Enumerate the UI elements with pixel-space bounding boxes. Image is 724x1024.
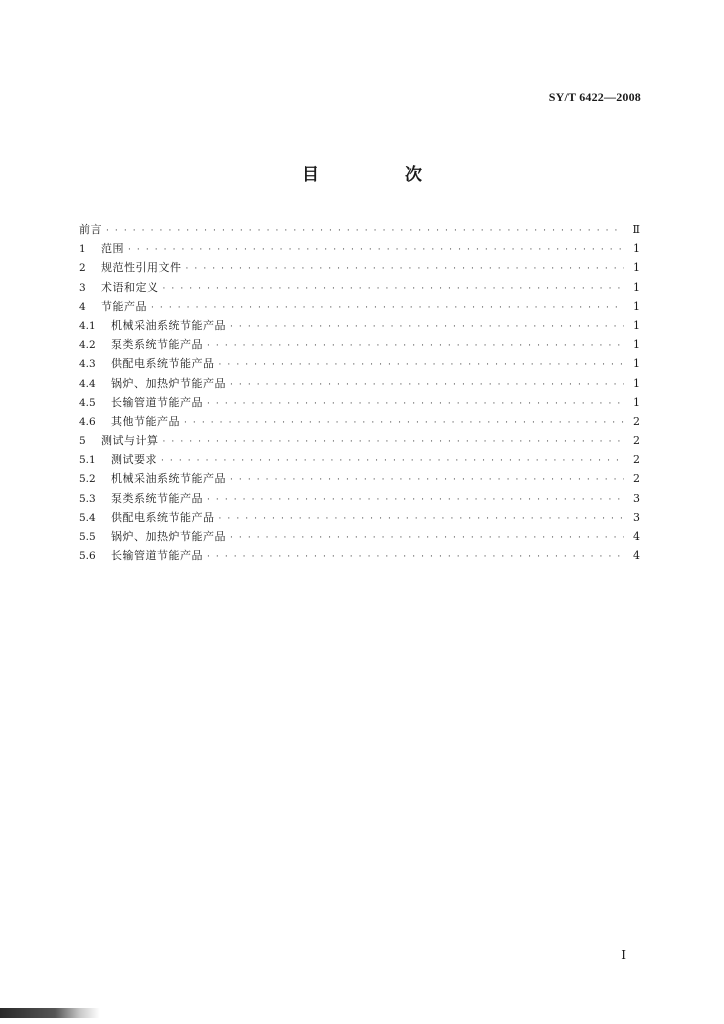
- toc-entry-label: 前言: [79, 223, 102, 236]
- toc-entry-page: 1: [633, 242, 640, 256]
- toc-dot-leader: [163, 280, 625, 299]
- toc-entry-page: 2: [633, 434, 640, 448]
- toc-entry-page: 3: [633, 510, 640, 524]
- toc-entry-number: 5.6: [79, 550, 96, 563]
- toc-entry[interactable]: [79, 278, 640, 297]
- toc-dot-leader: [230, 471, 624, 490]
- toc-entry-label: 泵类系统节能产品: [111, 338, 203, 352]
- toc-dot-leader: [207, 491, 624, 510]
- toc-dot-leader: [184, 414, 624, 433]
- toc-entry-page: 2: [633, 453, 640, 467]
- toc-entry[interactable]: [79, 469, 640, 488]
- toc-entry[interactable]: [79, 450, 640, 469]
- toc-entry-page: Ⅱ: [632, 223, 640, 236]
- toc-entry-page: 1: [633, 395, 640, 409]
- toc-dot-leader: [219, 356, 625, 375]
- toc-entry[interactable]: [79, 297, 640, 316]
- toc-entry[interactable]: [79, 412, 640, 431]
- toc-dot-leader: [186, 260, 625, 279]
- toc-entry-label: 长输管道节能产品: [111, 549, 203, 563]
- toc-entry-number: 5.3: [79, 492, 96, 505]
- toc-entry[interactable]: [79, 220, 640, 239]
- toc-entry-label: 供配电系统节能产品: [111, 357, 215, 371]
- toc-entry-number: 4.2: [79, 339, 96, 352]
- toc-entry-page: 4: [633, 549, 640, 563]
- toc-entry-page: 1: [633, 376, 640, 390]
- toc-entry-page: 1: [633, 318, 640, 332]
- toc-dot-leader: [230, 529, 624, 548]
- toc-entry-label: 其他节能产品: [111, 414, 180, 428]
- toc-entry-page: 1: [633, 338, 640, 352]
- toc-entry-label: 泵类系统节能产品: [111, 491, 203, 505]
- toc-entry-number: 5.5: [79, 531, 96, 543]
- toc-entry-number: 3: [79, 281, 86, 294]
- toc-entry-page: 2: [633, 472, 640, 486]
- toc-entry-page: 1: [633, 280, 640, 294]
- toc-dot-leader: [163, 433, 625, 452]
- toc-dot-leader: [161, 452, 624, 471]
- toc-entry-label: 锅炉、加热炉节能产品: [111, 530, 226, 543]
- standard-number: SY/T 6422—2008: [548, 90, 641, 104]
- toc-entry[interactable]: [79, 508, 640, 527]
- toc-entry-label: 规范性引用文件: [101, 261, 182, 275]
- toc-entry-number: 5.1: [79, 454, 96, 467]
- toc-entry-number: 5.4: [79, 511, 96, 524]
- toc-entry[interactable]: [79, 335, 640, 354]
- toc-entry-label: 节能产品: [101, 299, 147, 313]
- toc-entry[interactable]: [79, 546, 640, 565]
- toc-dot-leader: [207, 548, 624, 567]
- toc-entry-label: 测试与计算: [101, 434, 159, 448]
- toc-entry[interactable]: [79, 374, 640, 393]
- toc-entry[interactable]: [79, 527, 640, 546]
- toc-entry-number: 4: [79, 300, 86, 313]
- table-of-contents: [79, 220, 640, 565]
- toc-entry-page: 1: [633, 261, 640, 275]
- toc-dot-leader: [106, 222, 624, 241]
- toc-entry-number: 1: [79, 243, 86, 256]
- toc-entry-number: 4.1: [79, 319, 96, 332]
- toc-entry-number: 4.5: [79, 396, 96, 409]
- toc-entry-label: 长输管道节能产品: [111, 395, 203, 409]
- toc-entry-number: 4.6: [79, 415, 96, 428]
- toc-entry-number: 2: [79, 262, 86, 275]
- toc-entry-page: 3: [633, 491, 640, 505]
- toc-entry-label: 术语和定义: [101, 280, 159, 294]
- toc-entry-number: 4.4: [79, 377, 96, 390]
- toc-dot-leader: [128, 241, 624, 260]
- toc-entry-number: 5.2: [79, 473, 96, 486]
- page-title: 目 次: [302, 165, 462, 185]
- toc-entry-label: 锅炉、加热炉节能产品: [111, 376, 226, 390]
- toc-entry-label: 机械采油系统节能产品: [111, 472, 226, 486]
- toc-entry-label: 测试要求: [111, 453, 157, 467]
- toc-entry[interactable]: [79, 239, 640, 258]
- toc-entry[interactable]: [79, 489, 640, 508]
- toc-dot-leader: [219, 510, 625, 529]
- toc-dot-leader: [230, 318, 624, 337]
- toc-entry-page: 2: [633, 414, 640, 428]
- toc-dot-leader: [207, 395, 624, 414]
- toc-entry[interactable]: [79, 431, 640, 450]
- toc-entry-number: 4.3: [79, 358, 96, 371]
- toc-entry-label: 范围: [101, 242, 124, 256]
- toc-entry-label: 供配电系统节能产品: [111, 510, 215, 524]
- toc-entry-page: 4: [633, 530, 640, 543]
- toc-entry-page: 1: [633, 299, 640, 313]
- toc-entry[interactable]: [79, 316, 640, 335]
- scan-artifact: [0, 1008, 100, 1018]
- toc-entry-label: 机械采油系统节能产品: [111, 318, 226, 332]
- toc-entry-page: 1: [633, 357, 640, 371]
- toc-entry-number: 5: [79, 435, 86, 448]
- toc-dot-leader: [230, 376, 624, 395]
- toc-entry[interactable]: [79, 393, 640, 412]
- toc-entry[interactable]: [79, 354, 640, 373]
- toc-dot-leader: [207, 337, 624, 356]
- toc-entry[interactable]: [79, 258, 640, 277]
- page-number: Ⅰ: [621, 948, 626, 962]
